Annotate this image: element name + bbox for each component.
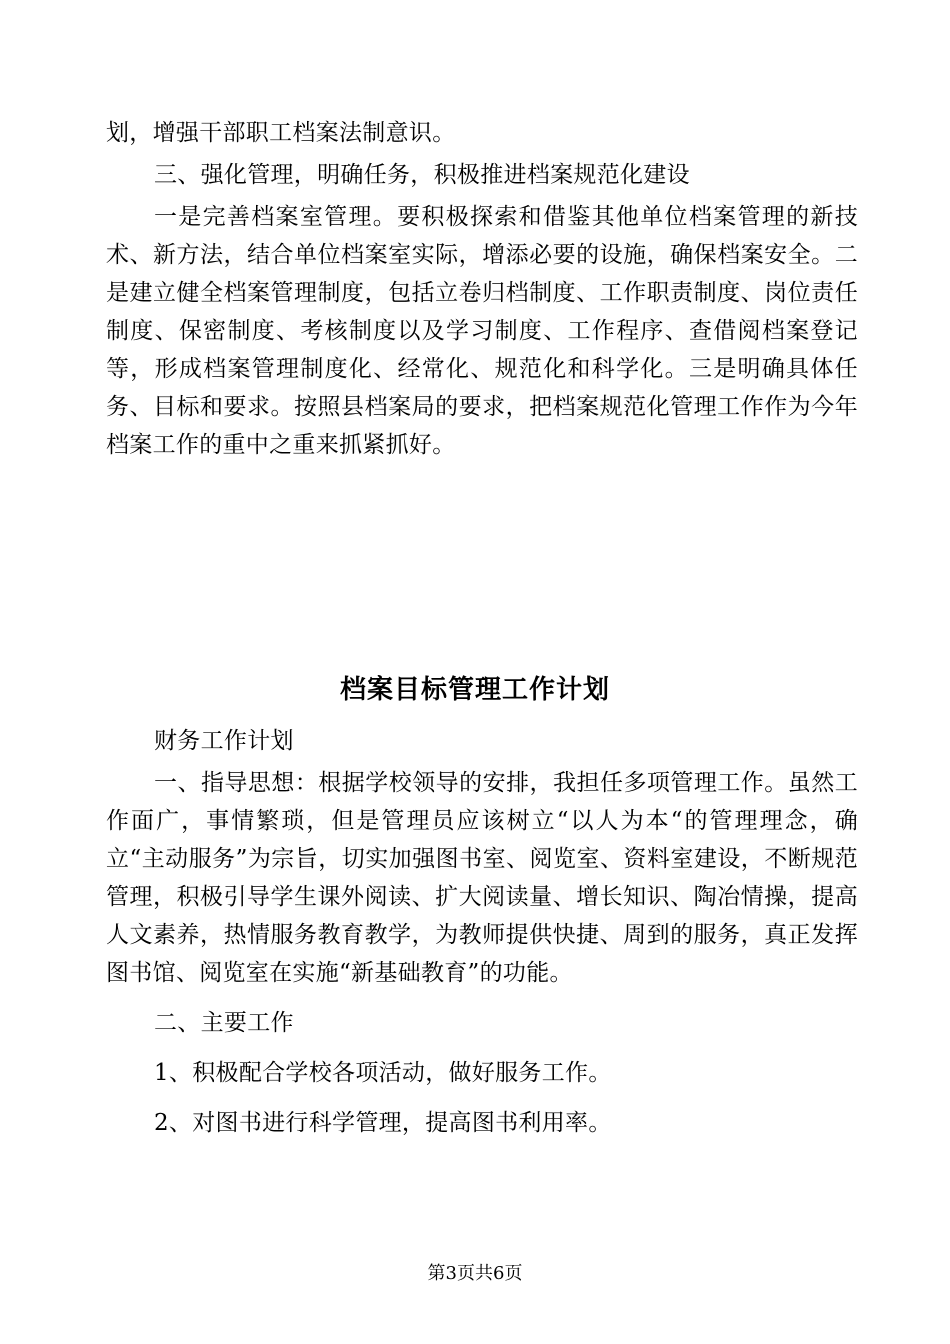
guiding-thought-paragraph: 一、指导思想：根据学校领导的安排，我担任多项管理工作。虽然工作面广，事情繁琐，但是管理员应该树立“以人为本“的管理理念，确立“主动服务”为宗旨，切实加强图书室、阅览室、资料室建设，不断规范管理，积极引导学生课外阅读、扩大阅读量、增长知识、陶冶情操，提高人文素养，热情服务教育教学，为教师提供快捷、周到的服务，真正发挥图书馆、阅览室在实施“新基础教育”的功能。	[106, 770, 858, 986]
top-section	[106, 114, 858, 464]
main-work-heading: 二、主要工作	[154, 1010, 294, 1036]
document-title: 档案目标管理工作计划	[339, 675, 610, 705]
page-indicator: 第3页共6页	[427, 1263, 523, 1284]
section-heading-three: 三、强化管理，明确任务，积极推进档案规范化建设	[154, 162, 690, 188]
work-item-1: 1、积极配合学校各项活动，做好服务工作。	[154, 1060, 612, 1086]
continuation-paragraph: 划，增强干部职工档案法制意识。	[106, 120, 456, 146]
management-paragraph: 一是完善档案室管理。要积极探索和借鉴其他单位档案管理的新技术、新方法，结合单位档案室实际，增添必要的设施，确保档案安全。二是建立健全档案管理制度，包括立卷归档制度、工作职责制度、岗位责任制度、保密制度、考核制度以及学习制度、工作程序、查借阅档案登记等，形成档案管理制度化、经常化、规范化和科学化。三是明确具体任务、目标和要求。按照县档案局的要求，把档案规范化管理工作作为今年档案工作的重中之重来抓紧抓好。	[106, 204, 858, 458]
subtitle: 财务工作计划	[154, 728, 294, 754]
bottom-section	[106, 722, 858, 1142]
work-item-2: 2、对图书进行科学管理，提高图书利用率。	[154, 1110, 612, 1136]
